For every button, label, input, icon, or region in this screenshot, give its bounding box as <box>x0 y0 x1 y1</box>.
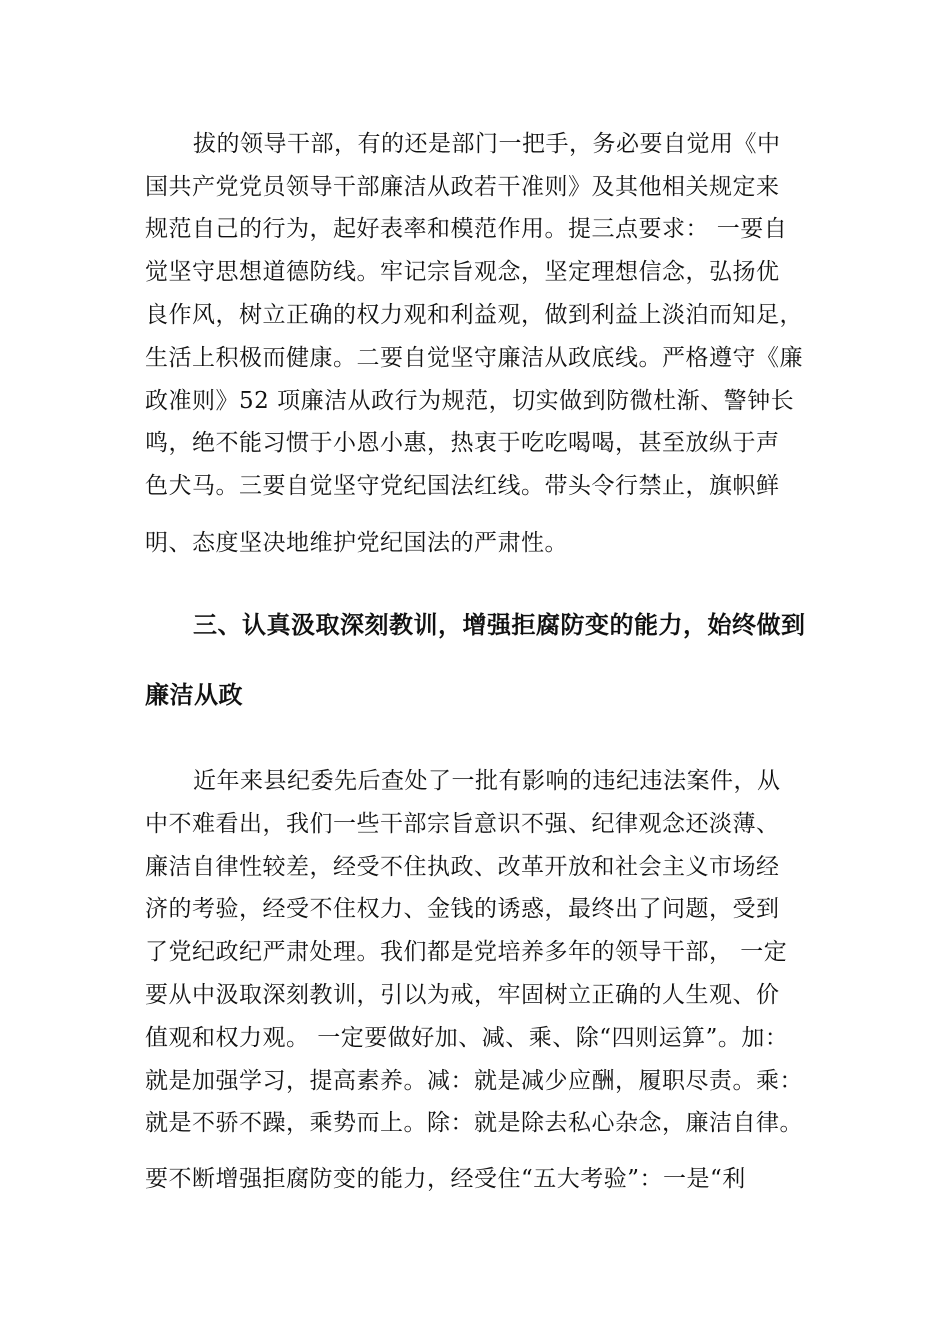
paragraph-line: 要从中汲取深刻教训，引以为戒，牢固树立正确的人生观、价 <box>145 982 780 1008</box>
paragraph-line: 要不断增强拒腐防变的能力，经受住“五大考验”：一是“利 <box>145 1166 746 1192</box>
section-heading: 三、认真汲取深刻教训，增强拒腐防变的能力，始终做到 <box>193 611 806 639</box>
paragraph-line: 明、态度坚决地维护党纪国法的严肃性。 <box>145 530 568 556</box>
paragraph-line: 拔的领导干部，有的还是部门一把手，务必要自觉用《中 <box>193 131 781 157</box>
paragraph-line: 廉洁自律性较差，经受不住执政、改革开放和社会主义市场经 <box>145 854 780 880</box>
paragraph-line: 色犬马。三要自觉坚守党纪国法红线。带头令行禁止，旗帜鲜 <box>145 473 780 499</box>
paragraph-line: 就是不骄不躁，乘势而上。除：就是除去私心杂念，廉洁自律。 <box>145 1110 803 1136</box>
paragraph-line: 中不难看出，我们一些干部宗旨意识不强、纪律观念还淡薄、 <box>145 811 780 837</box>
paragraph-line: 生活上积极而健康。二要自觉坚守廉洁从政底线。严格遵守《廉 <box>145 345 803 371</box>
paragraph-line: 了党纪政纪严肃处理。我们都是党培养多年的领导干部， 一定 <box>145 939 788 965</box>
paragraph-line: 近年来县纪委先后查处了一批有影响的违纪违法案件，从 <box>193 768 781 794</box>
paragraph-line: 觉坚守思想道德防线。牢记宗旨观念，坚定理想信念，弘扬优 <box>145 259 780 285</box>
paragraph-line: 政准则》52 项廉洁从政行为规范，切实做到防微杜渐、警钟长 <box>145 388 795 414</box>
paragraph-line: 鸣，绝不能习惯于小恩小惠，热衷于吃吃喝喝，甚至放纵于声 <box>145 430 780 456</box>
paragraph-line: 良作风，树立正确的权力观和利益观，做到利益上淡泊而知足， <box>145 302 803 328</box>
paragraph-line: 规范自己的行为，起好表率和模范作用。提三点要求： 一要自 <box>145 216 788 242</box>
paragraph-line: 就是加强学习，提高素养。减：就是减少应酬，履职尽责。乘： <box>145 1068 803 1094</box>
paragraph-line: 国共产党党员领导干部廉洁从政若干准则》及其他相关规定来 <box>145 174 780 200</box>
paragraph-line: 济的考验，经受不住权力、金钱的诱惑，最终出了问题，受到 <box>145 896 780 922</box>
section-heading-continued: 廉洁从政 <box>145 681 243 709</box>
paragraph-line: 值观和权力观。 一定要做好加、减、乘、除“四则运算”。加： <box>145 1025 789 1051</box>
